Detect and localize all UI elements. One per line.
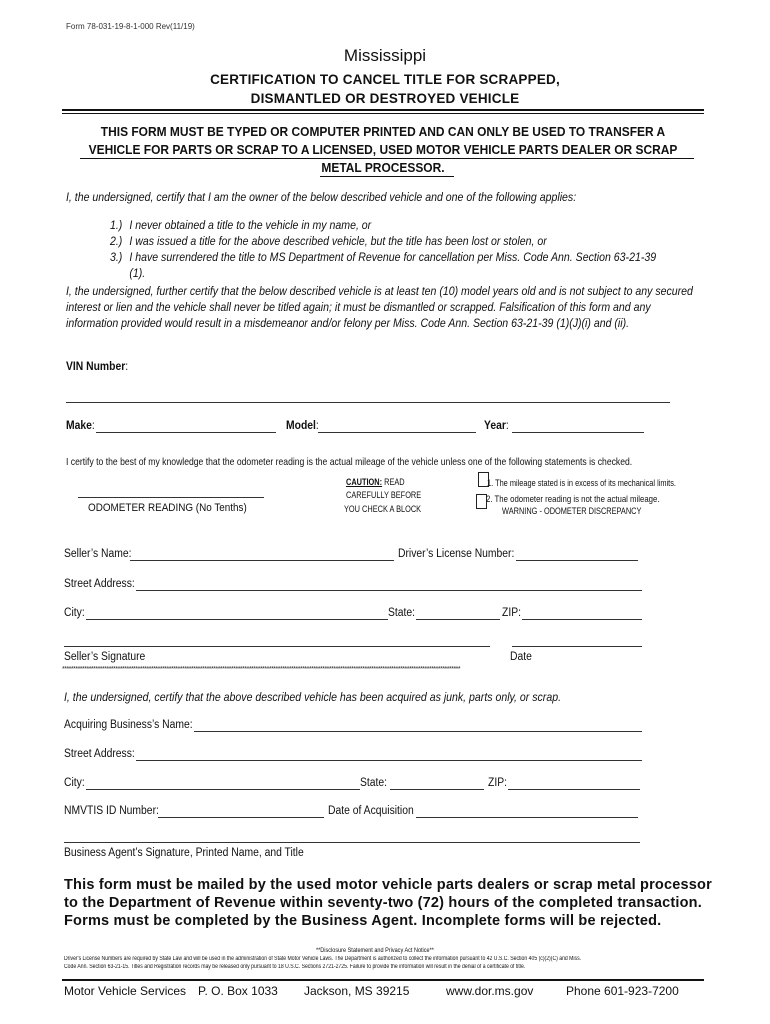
form-number: Form 78-031-19-8-1-000 Rev(11/19) bbox=[66, 22, 195, 31]
seller-street-label: Street Address: bbox=[64, 578, 135, 590]
make-label: Make: bbox=[66, 420, 95, 432]
seller-zip-field[interactable] bbox=[522, 619, 642, 620]
condition-item: 1.) I never obtained a title to the vehicle in my name, or bbox=[110, 218, 372, 232]
nmvtis-field[interactable] bbox=[158, 817, 324, 818]
disclosure-line1: Driver's License Numbers are required by State Law and will be used in the administration of State Motor Vehicle Laws. The Department is authorized to collect the information pursuant to 42 U.S.C. Section 405 (c)(2)(C) and Miss. bbox=[64, 956, 582, 962]
typed-notice: THIS FORM MUST BE TYPED OR COMPUTER PRINTED AND CAN ONLY BE USED TO TRANSFER A VEHICLE FOR PARTS OR SCRAP TO A LICENSED, USED MOTOR VEHICLE PARTS DEALER OR SCRAP METAL PROCESSOR. bbox=[88, 124, 678, 175]
disclosure-heading: **Disclosure Statement and Privacy Act Notice** bbox=[316, 947, 434, 954]
seller-zip-label: ZIP: bbox=[502, 607, 521, 619]
date-acquisition-label: Date of Acquisition bbox=[328, 805, 414, 817]
seller-state-label: State: bbox=[388, 607, 416, 619]
footer-dept: Motor Vehicle Services bbox=[64, 984, 187, 998]
seller-signature-label: Seller’s Signature bbox=[64, 651, 146, 663]
odometer-statement: I certify to the best of my knowledge that the odometer reading is the actual mileage of the vehicle unless one of the following statements is checked. bbox=[66, 456, 633, 468]
seller-date-label: Date bbox=[510, 651, 532, 663]
buyer-state-label: State: bbox=[360, 777, 388, 789]
seller-name-field[interactable] bbox=[130, 560, 394, 561]
buyer-state-field[interactable] bbox=[390, 789, 484, 790]
disclosure-line2: Code Ann. Section 63-21-15. Titles and Registration records may be released only pursuant to 18 U.S.C. Sections 2721-2725. Failure to provide the information will result in the denial of a certificate of title. bbox=[64, 964, 526, 970]
caution-line3: YOU CHECK A BLOCK bbox=[344, 504, 422, 514]
footer-phone: Phone 601-923-7200 bbox=[566, 984, 679, 998]
mail-notice: This form must be mailed by the used motor vehicle parts dealers or scrap metal processor to the Department of Revenue within seventy-two (72) hours of the completed transaction. Forms must be completed by the Business Agent. Incomplete forms will be rejected. bbox=[64, 877, 712, 929]
buyer-zip-label: ZIP: bbox=[488, 777, 507, 789]
year-label: Year: bbox=[484, 420, 509, 432]
seller-signature-field[interactable] bbox=[64, 646, 490, 647]
model-field[interactable] bbox=[318, 432, 476, 433]
seller-license-field[interactable] bbox=[516, 560, 638, 561]
date-acquisition-field[interactable] bbox=[416, 817, 638, 818]
header-rule-thin bbox=[62, 113, 704, 114]
seller-name-label: Seller’s Name: bbox=[64, 548, 132, 560]
form-title-line2: DISMANTLED OR DESTROYED VEHICLE bbox=[250, 91, 520, 106]
option1-label: 1. The mileage stated is in excess of its mechanical limits. bbox=[487, 478, 676, 488]
further-certify-paragraph: I, the undersigned, further certify that the below described vehicle is at least ten (10) model years old and is not subject to any secured interest or lien and the vehicle shall never be titled again; it must be dismantled or scrapped. Falsification of this form and any information provided would result in a misdemeanor and/or felony per Miss. Code Ann. Section 63-21-39 (1)(J)(i) and (ii). bbox=[66, 284, 693, 330]
buyer-city-field[interactable] bbox=[86, 789, 360, 790]
vin-label: VIN Number: bbox=[66, 361, 129, 373]
business-name-field[interactable] bbox=[194, 731, 642, 732]
footer-city: Jackson, MS 39215 bbox=[304, 984, 410, 998]
conditions-list bbox=[110, 217, 656, 281]
seller-street-field[interactable] bbox=[136, 590, 642, 591]
seller-state-field[interactable] bbox=[416, 619, 500, 620]
odometer-reading-label: ODOMETER READING (No Tenths) bbox=[88, 502, 247, 514]
state-name: Mississippi bbox=[343, 46, 427, 65]
condition-item: 2.) I was issued a title for the above described vehicle, but the title has been lost or stolen, or bbox=[110, 234, 547, 248]
buyer-street-field[interactable] bbox=[136, 760, 642, 761]
footer-website[interactable]: www.dor.ms.gov bbox=[446, 984, 534, 998]
certify-intro: I, the undersigned, certify that I am the owner of the below described vehicle and one of the following applies: bbox=[66, 190, 577, 204]
footer-rule bbox=[62, 979, 704, 981]
odometer-reading-field[interactable] bbox=[78, 497, 264, 498]
seller-date-field[interactable] bbox=[512, 646, 642, 647]
model-label: Model: bbox=[286, 420, 319, 432]
buyer-certify: I, the undersigned, certify that the above described vehicle has been acquired as junk, parts only, or scrap. bbox=[64, 690, 562, 704]
caution-note: CAUTION: READ bbox=[346, 477, 405, 487]
agent-signature-label: Business Agent’s Signature, Printed Name, and Title bbox=[64, 847, 304, 859]
buyer-zip-field[interactable] bbox=[508, 789, 640, 790]
nmvtis-label: NMVTIS ID Number: bbox=[64, 805, 159, 817]
option2-label: 2. The odometer reading is not the actual mileage. bbox=[486, 494, 660, 505]
caution-line2: CAREFULLY BEFORE bbox=[346, 490, 422, 500]
footer-box: P. O. Box 1033 bbox=[198, 984, 278, 998]
condition-item: 3.) I have surrendered the title to MS Department of Revenue for cancellation per Miss. Code Ann. Section 63-21-39 bbox=[110, 250, 657, 264]
section-divider: *********************************************************************************************************************************************************************************** bbox=[62, 666, 461, 673]
buyer-city-label: City: bbox=[64, 777, 85, 789]
notice-underline bbox=[80, 158, 694, 159]
seller-city-field[interactable] bbox=[86, 619, 388, 620]
agent-signature-field[interactable] bbox=[64, 842, 640, 843]
make-field[interactable] bbox=[96, 432, 276, 433]
business-name-label: Acquiring Business’s Name: bbox=[64, 719, 193, 731]
condition-item: (1). bbox=[129, 266, 146, 280]
seller-city-label: City: bbox=[64, 607, 85, 619]
form-title-line1: CERTIFICATION TO CANCEL TITLE FOR SCRAPPED, bbox=[210, 72, 560, 87]
year-field[interactable] bbox=[512, 432, 644, 433]
vin-field[interactable] bbox=[66, 402, 670, 403]
header-rule bbox=[62, 109, 704, 111]
form-title bbox=[0, 70, 770, 108]
buyer-street-label: Street Address: bbox=[64, 748, 135, 760]
notice-underline-2 bbox=[320, 176, 454, 177]
odometer-warning: WARNING - ODOMETER DISCREPANCY bbox=[502, 506, 642, 516]
seller-license-label: Driver’s License Number: bbox=[398, 548, 515, 560]
